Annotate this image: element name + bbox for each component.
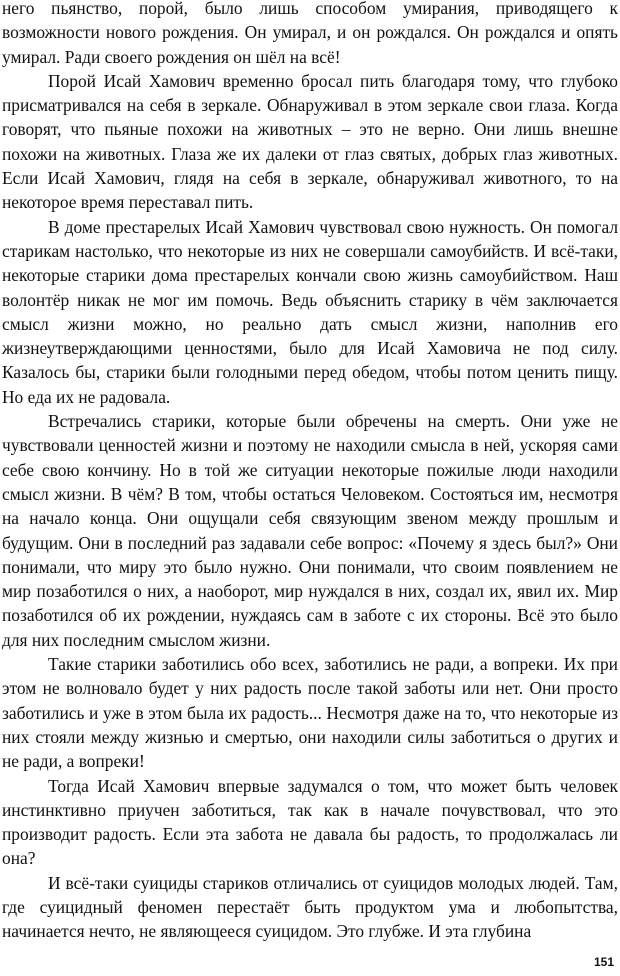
paragraph: Тогда Исай Хамович впервые задумался о том, что может быть человек инстинктивно приучен заботиться, так как в начале почувствовал, что это производит радость. Если эта забота не давала бы радость, то продолжалась ли она? (2, 775, 618, 869)
paragraph: Такие старики заботились обо всех, заботились не ради, а вопреки. Их при этом не волновало будет у них радость после такой заботы или нет. Они просто заботились и уже в этом была их радость... Несмотря даже на то, что некоторые из них стояли между жизнью и смертью, они находили силы заботиться о других и не ради, а вопреки! (2, 654, 618, 772)
paragraph: Встречались старики, которые были обречены на смерть. Они уже не чувствовали ценностей жизни и поэтому не находили смысла в ней, ускоряя сами себе свою кончину. Но в той же ситуации некоторые пожилые люди находили смысл жизни. В чём? В том, чтобы остаться Человеком. Состояться им, несмотря на начало конца. Они ощущали себя связующим звеном между прошлым и будущим. Они в последний раз задавали себе вопрос: «Почему я здесь был?» Они понимали, что миру это было нужно. Они понимали, что своим появлением не мир позаботился о них, а наоборот, мир нуждался в них, создал их, явил их. Мир позаботился об их рождении, нуждаясь сам в заботе с их стороны. Всё это было для них последним смыслом жизни. (2, 411, 618, 650)
paragraph: И всё-таки суициды стариков отличались от суицидов молодых людей. Там, где суицидный феномен перестаёт быть продуктом ума и любопытства, начинается нечто, не являющееся суицидом. Это глубже. И эта глубина (2, 872, 618, 942)
paragraph: В доме престарелых Исай Хамович чувствовал свою нужность. Он помогал старикам настолько, что некоторые из них не совершали самоубийств. И всё-таки, некоторые старики дома престарелых кончали свою жизнь самоубийством. Наш волонтёр никак не мог им помочь. Ведь объяснить старику в чём заключается смысл жизни можно, но реально дать смысл жизни, наполнив его жизнеутверждающими ценностями, было для Исай Хамовича не под силу. Казалось бы, старики были голодными перед обедом, чтобы потом ценить пищу. Но еда их не радовала. (2, 216, 618, 407)
body-text (2, 0, 618, 944)
paragraph-continuation: него пьянство, порой, было лишь способом умирания, приводящего к возможности нового рождения. Он умирал, и он рождался. Он рождался и опять умирал. Ради своего рождения он шёл на всё! (2, 0, 618, 67)
paragraph: Порой Исай Хамович временно бросал пить благодаря тому, что глубоко присматривался на себя в зеркале. Обнаруживал в этом зеркале свои глаза. Когда говорят, что пьяные похожи на животных – это не верно. Они лишь внешне похожи на животных. Глаза же их далеки от глаз святых, добрых глаз животных. Если Исай Хамович, глядя на себя в зеркале, обнаруживал животного, то на некоторое время переставал пить. (2, 70, 618, 213)
page-number: 151 (593, 955, 614, 969)
